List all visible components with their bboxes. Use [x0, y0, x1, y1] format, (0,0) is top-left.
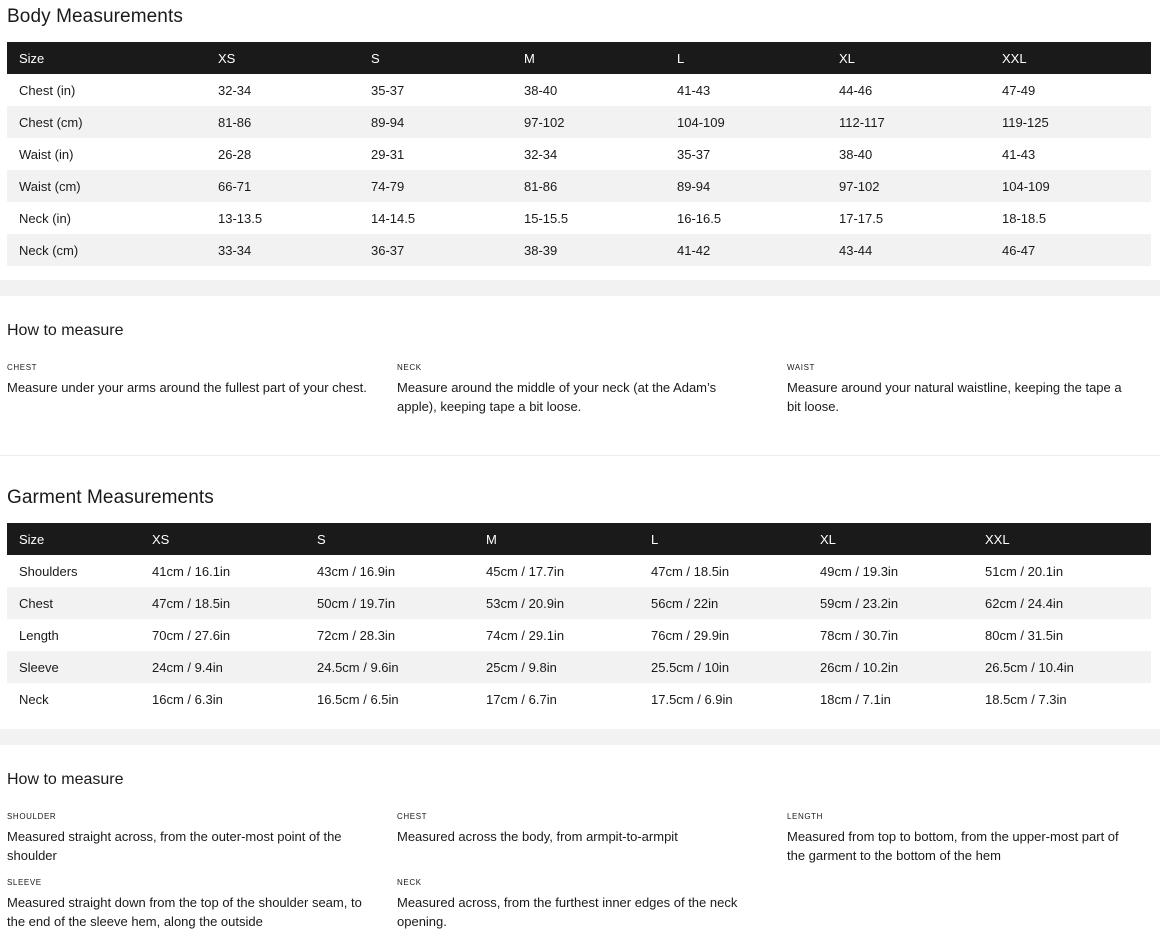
- table-cell: 46-47: [990, 234, 1151, 266]
- garment-tip-chest: [397, 812, 747, 846]
- table-cell: 35-37: [371, 82, 405, 98]
- row-label: Sleeve: [7, 651, 140, 683]
- table-header-row: [7, 523, 1151, 555]
- garment-tip-shoulder: [7, 812, 357, 865]
- table-cell: 119-125: [990, 106, 1151, 138]
- table-cell: 74cm / 29.1in: [486, 627, 565, 643]
- table-cell: 89-94: [665, 170, 827, 202]
- table-cell: 26-28: [218, 146, 252, 162]
- table-cell: 43cm / 16.9in: [317, 563, 396, 579]
- section-divider: [0, 455, 1160, 456]
- table-cell: 70cm / 27.6in: [152, 627, 231, 643]
- tip-text: Measured from top to bottom, from the upper-most part of the garment to the bottom of the hem: [787, 829, 1119, 863]
- table-cell: 50cm / 19.7in: [305, 587, 474, 619]
- table-cell: 81-86: [206, 106, 359, 138]
- section-divider: [0, 729, 1160, 745]
- garment-size-table: [7, 523, 1151, 715]
- table-cell: 35-37: [677, 146, 711, 162]
- table-cell: 51cm / 20.1in: [985, 563, 1064, 579]
- tip-label: WAIST: [787, 363, 816, 372]
- tip-label: CHEST: [7, 363, 38, 372]
- table-cell: 13-13.5: [218, 210, 263, 226]
- header-cell: XXL: [990, 42, 1151, 74]
- tip-text: Measured straight across, from the outer-most point of the shoulder: [7, 829, 342, 863]
- table-cell: 47-49: [1002, 82, 1036, 98]
- table-cell: 25cm / 9.8in: [474, 651, 639, 683]
- garment-measurements-title: Garment Measurements: [7, 487, 214, 508]
- table-cell: 62cm / 24.4in: [973, 587, 1151, 619]
- body-how-to-measure-title: How to measure: [7, 322, 124, 339]
- tip-label: CHEST: [397, 812, 428, 821]
- table-cell: 16-16.5: [677, 210, 722, 226]
- table-row: [7, 138, 1151, 170]
- section-divider: [0, 280, 1160, 296]
- garment-tip-length: [787, 812, 1137, 865]
- table-cell: 45cm / 17.7in: [486, 563, 565, 579]
- tip-label: NECK: [397, 363, 422, 372]
- table-cell: 33-34: [206, 234, 359, 266]
- table-cell: 59cm / 23.2in: [808, 587, 973, 619]
- header-cell: L: [665, 42, 827, 74]
- table-cell: 89-94: [359, 106, 512, 138]
- table-row: [7, 74, 1151, 106]
- table-cell: 14-14.5: [371, 210, 416, 226]
- table-cell: 80cm / 31.5in: [985, 627, 1064, 643]
- header-cell: M: [474, 523, 639, 555]
- table-cell: 36-37: [359, 234, 512, 266]
- table-cell: 32-34: [524, 146, 558, 162]
- header-cell: M: [512, 42, 665, 74]
- table-cell: 76cm / 29.9in: [651, 627, 730, 643]
- table-cell: 47cm / 18.5in: [140, 587, 305, 619]
- header-cell: XS: [140, 523, 305, 555]
- table-cell: 41-43: [677, 82, 711, 98]
- header-cell: XS: [206, 42, 359, 74]
- row-label: Neck (in): [19, 210, 72, 226]
- table-cell: 97-102: [512, 106, 665, 138]
- table-cell: 18cm / 7.1in: [820, 691, 891, 707]
- row-label: Neck (cm): [7, 234, 206, 266]
- table-cell: 66-71: [206, 170, 359, 202]
- table-cell: 15-15.5: [524, 210, 569, 226]
- table-cell: 26.5cm / 10.4in: [973, 651, 1151, 683]
- row-label: Neck: [19, 691, 49, 707]
- table-row: [7, 619, 1151, 651]
- table-cell: 29-31: [371, 146, 405, 162]
- table-cell: 112-117: [827, 106, 990, 138]
- header-cell: Size: [7, 523, 140, 555]
- table-row: [7, 234, 1151, 266]
- table-row: [7, 587, 1151, 619]
- table-row: [7, 202, 1151, 234]
- tip-text: Measure around the middle of your neck (at the Adam’s apple), keeping tape a bit loose.: [397, 380, 717, 414]
- tip-text: Measured across, from the furthest inner edges of the neck opening.: [397, 895, 738, 929]
- table-cell: 104-109: [665, 106, 827, 138]
- tip-label: NECK: [397, 878, 422, 887]
- header-cell: L: [639, 523, 808, 555]
- body-tip-waist: [787, 363, 1137, 416]
- table-cell: 26cm / 10.2in: [808, 651, 973, 683]
- table-cell: 17-17.5: [839, 210, 884, 226]
- row-label: Shoulders: [19, 563, 78, 579]
- header-cell: XL: [808, 523, 973, 555]
- tip-text: Measure around your natural waistline, keeping the tape a bit loose.: [787, 380, 1122, 414]
- table-cell: 38-40: [839, 146, 873, 162]
- table-row: [7, 555, 1151, 587]
- table-cell: 24.5cm / 9.6in: [305, 651, 474, 683]
- row-label: Length: [19, 627, 59, 643]
- table-cell: 56cm / 22in: [639, 587, 808, 619]
- table-cell: 24cm / 9.4in: [140, 651, 305, 683]
- table-cell: 47cm / 18.5in: [651, 563, 730, 579]
- table-cell: 97-102: [827, 170, 990, 202]
- table-row: [7, 106, 1151, 138]
- table-cell: 18.5cm / 7.3in: [985, 691, 1067, 707]
- row-label: Waist (cm): [7, 170, 206, 202]
- table-cell: 16cm / 6.3in: [152, 691, 223, 707]
- header-cell: XL: [827, 42, 990, 74]
- table-cell: 38-39: [512, 234, 665, 266]
- table-cell: 43-44: [827, 234, 990, 266]
- table-header-row: [7, 42, 1151, 74]
- table-row: [7, 170, 1151, 202]
- garment-how-to-measure-title: How to measure: [7, 771, 124, 788]
- body-tip-neck: [397, 363, 747, 416]
- table-cell: 44-46: [839, 82, 873, 98]
- table-cell: 74-79: [359, 170, 512, 202]
- tip-label: SLEEVE: [7, 878, 42, 887]
- table-cell: 32-34: [218, 82, 252, 98]
- table-cell: 49cm / 19.3in: [820, 563, 899, 579]
- table-cell: 41-42: [665, 234, 827, 266]
- table-cell: 17cm / 6.7in: [486, 691, 557, 707]
- row-label: Chest: [7, 587, 140, 619]
- row-label: Chest (cm): [7, 106, 206, 138]
- tip-text: Measure under your arms around the fullest part of your chest.: [7, 380, 367, 395]
- table-cell: 25.5cm / 10in: [639, 651, 808, 683]
- header-cell: S: [359, 42, 512, 74]
- row-label: Waist (in): [19, 146, 74, 162]
- table-cell: 38-40: [524, 82, 558, 98]
- table-cell: 16.5cm / 6.5in: [317, 691, 399, 707]
- garment-tip-sleeve: [7, 878, 377, 931]
- tip-label: LENGTH: [787, 812, 824, 821]
- table-cell: 41cm / 16.1in: [152, 563, 231, 579]
- table-cell: 17.5cm / 6.9in: [651, 691, 733, 707]
- header-cell: XXL: [973, 523, 1151, 555]
- table-row: [7, 683, 1151, 715]
- garment-tip-neck: [397, 878, 747, 931]
- body-measurements-title: Body Measurements: [7, 6, 183, 27]
- body-size-table: [7, 42, 1151, 266]
- table-cell: 72cm / 28.3in: [317, 627, 396, 643]
- header-cell: Size: [7, 42, 206, 74]
- tip-label: SHOULDER: [7, 812, 57, 821]
- body-tip-chest: [7, 363, 377, 397]
- table-cell: 78cm / 30.7in: [820, 627, 899, 643]
- row-label: Chest (in): [19, 82, 76, 98]
- table-cell: 104-109: [990, 170, 1151, 202]
- tip-text: Measured straight down from the top of the shoulder seam, to the end of the sleeve hem, along the outside: [7, 895, 362, 929]
- tip-text: Measured across the body, from armpit-to-armpit: [397, 829, 678, 844]
- header-cell: S: [305, 523, 474, 555]
- table-cell: 18-18.5: [1002, 210, 1047, 226]
- table-cell: 53cm / 20.9in: [474, 587, 639, 619]
- table-cell: 41-43: [1002, 146, 1036, 162]
- table-row: [7, 651, 1151, 683]
- table-cell: 81-86: [512, 170, 665, 202]
